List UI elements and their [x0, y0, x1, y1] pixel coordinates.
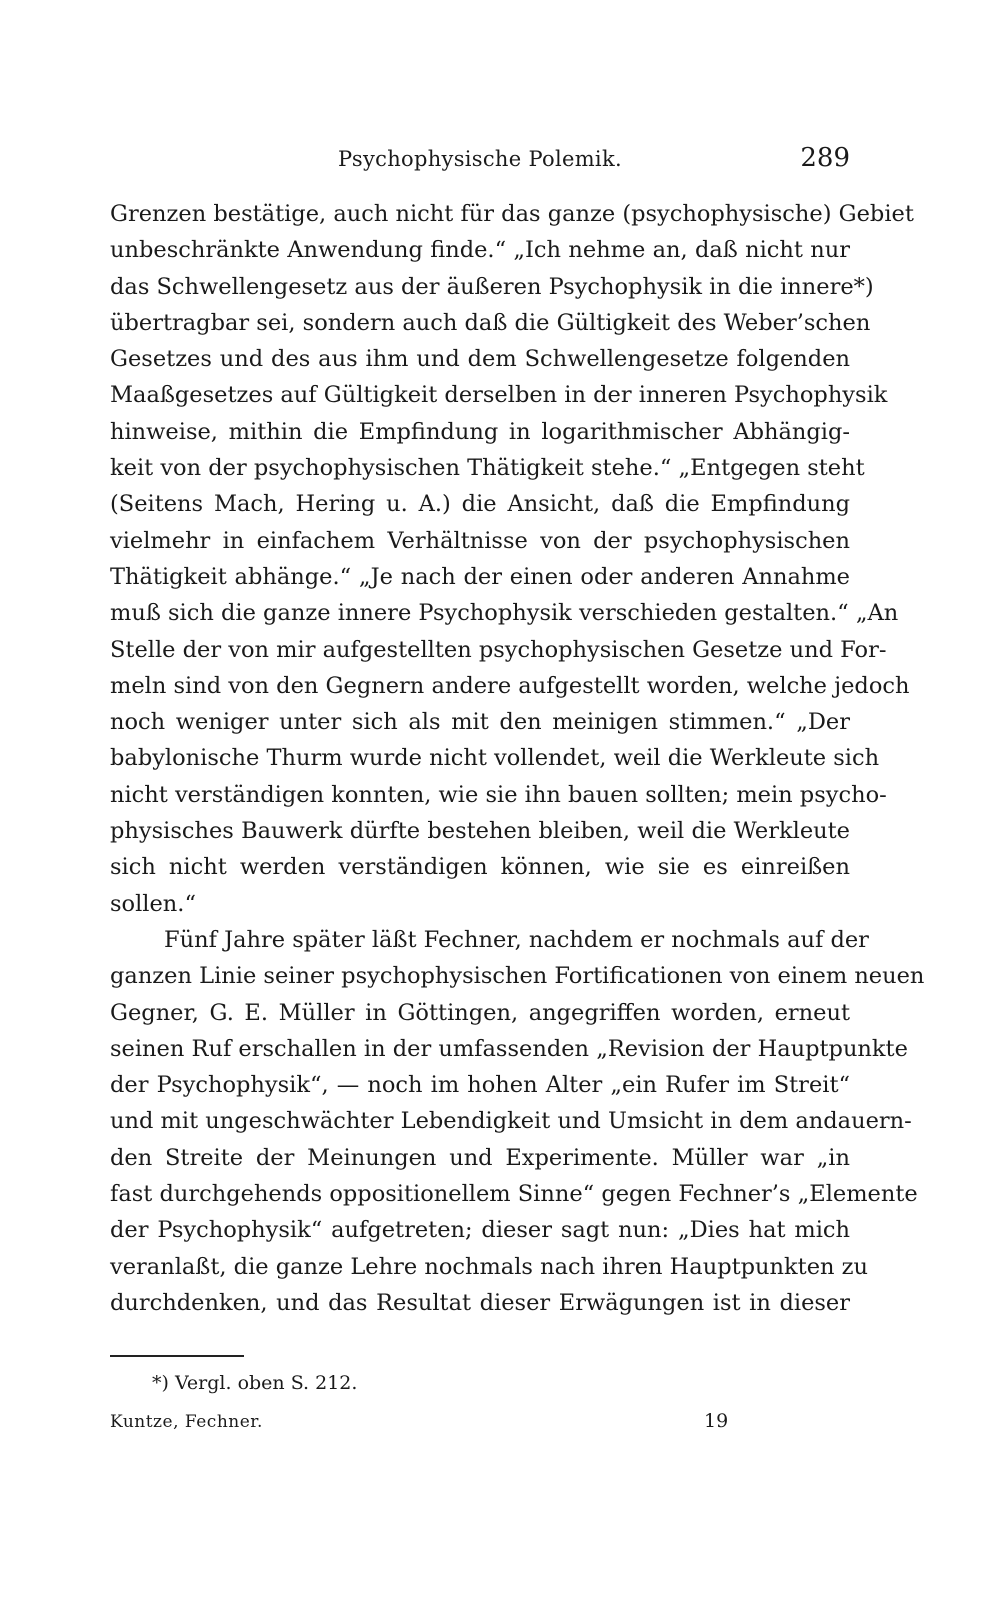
- paragraph-start-line: Fünf Jahre später läßt Fechner, nachdem er nochmals auf der: [164, 926, 869, 953]
- footnote-rule: [110, 1355, 244, 1357]
- text-line: Maaßgesetzes auf Gültigkeit derselben in der inneren Psychophysik: [110, 382, 888, 409]
- text-line: Grenzen bestätige, auch nicht für das ganze (psychophysische) Gebiet: [110, 201, 914, 227]
- text-line: noch weniger unter sich als mit den meinigen stimmen.“ „Der: [110, 709, 850, 736]
- text-line: Gesetzes und des aus ihm und dem Schwellengesetze folgenden: [110, 346, 850, 373]
- text-line: den Streite der Meinungen und Experimente. Müller war „in: [110, 1144, 850, 1171]
- text-line: sich nicht werden verständigen können, wie sie es einreißen: [110, 854, 850, 881]
- body-text: [110, 196, 925, 1321]
- footnote: *) Vergl. oben S. 212.: [152, 1372, 358, 1394]
- running-head: [110, 143, 850, 177]
- text-line: seinen Ruf erschallen in der umfassenden „Revision der Hauptpunkte: [110, 1035, 908, 1062]
- text-line: der Psychophysik“ aufgetreten; dieser sagt nun: „Dies hat mich: [110, 1217, 850, 1244]
- text-line: keit von der psychophysischen Thätigkeit stehe.“ „Entgegen steht: [110, 455, 865, 482]
- text-line: übertragbar sei, sondern auch daß die Gültigkeit des Weber’schen: [110, 309, 871, 336]
- text-line: ganzen Linie seiner psychophysischen Fortificationen von einem neuen: [110, 963, 925, 990]
- text-line: hinweise, mithin die Empfindung in logarithmischer Abhängig-: [110, 418, 850, 445]
- text-line: unbeschränkte Anwendung finde.“ „Ich nehme an, daß nicht nur: [110, 237, 850, 264]
- text-line: durchdenken, und das Resultat dieser Erwägungen ist in dieser: [110, 1289, 850, 1316]
- text-line: veranlaßt, die ganze Lehre nochmals nach ihren Hauptpunkten zu: [110, 1253, 869, 1280]
- printer-signature: [110, 1410, 730, 1438]
- running-title: Psychophysische Polemik.: [338, 147, 622, 171]
- text-line: babylonische Thurm wurde nicht vollendet, weil die Werkleute sich: [110, 745, 880, 772]
- text-line: Gegner, G. E. Müller in Göttingen, angegriffen worden, erneut: [110, 999, 850, 1026]
- text-line: Stelle der von mir aufgestellten psychophysischen Gesetze und For-: [110, 636, 887, 663]
- text-line: physisches Bauwerk dürfte bestehen bleiben, weil die Werkleute: [110, 818, 850, 845]
- signature-author: Kuntze, Fechner.: [110, 1412, 263, 1432]
- page-number: 289: [800, 143, 850, 173]
- text-line: vielmehr in einfachem Verhältnisse von der psychophysischen: [110, 527, 850, 554]
- text-line: nicht verständigen konnten, wie sie ihn bauen sollten; mein psycho-: [110, 781, 887, 808]
- text-line: (Seitens Mach, Hering u. A.) die Ansicht, daß die Empfindung: [110, 491, 850, 518]
- text-line: Thätigkeit abhänge.“ „Je nach der einen oder anderen Annahme: [110, 563, 850, 590]
- text-line: und mit ungeschwächter Lebendigkeit und Umsicht in dem andauern-: [110, 1108, 912, 1135]
- text-line: meln sind von den Gegnern andere aufgestellt worden, welche jedoch: [110, 672, 910, 699]
- paragraph-end-line: sollen.“: [110, 890, 196, 917]
- text-line: das Schwellengesetz aus der äußeren Psychophysik in die innere*): [110, 273, 874, 300]
- text-line: muß sich die ganze innere Psychophysik verschieden gestalten.“ „An: [110, 600, 899, 627]
- text-line: fast durchgehends oppositionellem Sinne“ gegen Fechner’s „Elemente: [110, 1181, 918, 1208]
- signature-number: 19: [704, 1410, 729, 1432]
- text-line: der Psychophysik“, — noch im hohen Alter „ein Rufer im Streit“: [110, 1072, 850, 1099]
